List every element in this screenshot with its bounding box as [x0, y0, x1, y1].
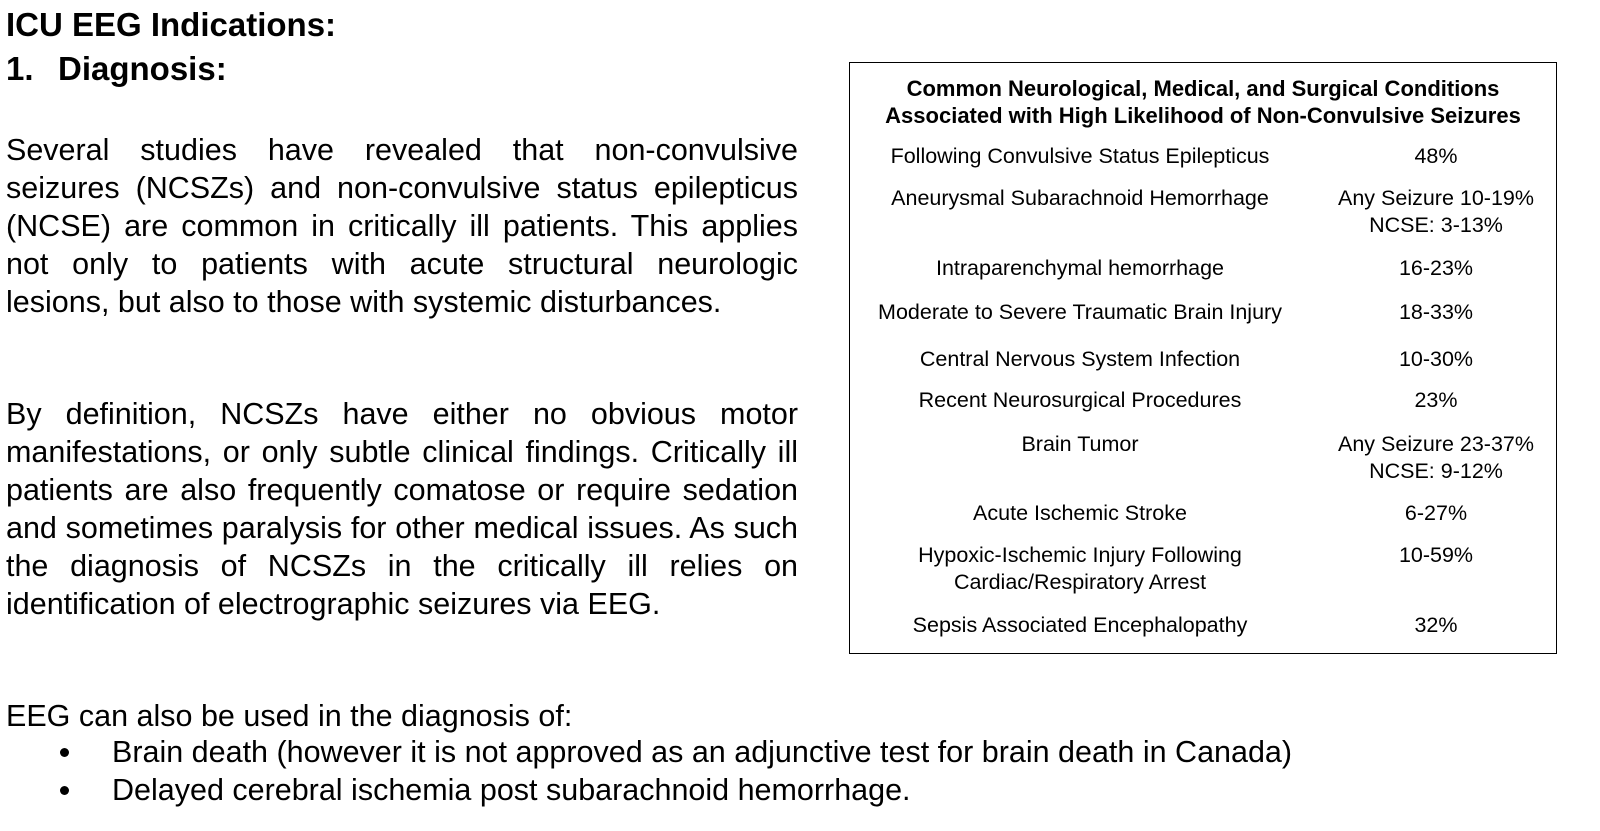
likelihood-text: NCSE: 3-13% — [1369, 213, 1503, 237]
condition-text: Moderate to Severe Traumatic Brain Injury — [878, 300, 1282, 324]
list-item — [56, 771, 1292, 809]
likelihood-text: Any Seizure 23-37% — [1338, 432, 1534, 456]
section-heading — [6, 48, 227, 90]
paragraph-other-uses: EEG can also be used in the diagnosis of: — [6, 699, 573, 733]
condition-cell — [850, 500, 1310, 527]
other-uses-list — [56, 733, 1292, 809]
paragraph-ncsz-definition: By definition, NCSZs have either no obvious motor manifestations, or only subtle clinical findings. Critically ill patients are also frequently comatose or require sedation and sometimes paralysis for other medical issues. As such the diagnosis of NCSZs in the critically ill relies on identification of electrographic seizures via EEG. — [6, 397, 798, 621]
likelihood-cell — [1316, 431, 1556, 485]
likelihood-cell — [1316, 255, 1556, 282]
condition-cell — [850, 431, 1310, 458]
section-title: Diagnosis: — [58, 50, 227, 87]
likelihood-cell — [1316, 299, 1556, 326]
likelihood-text: 48% — [1414, 144, 1458, 168]
list-item — [56, 733, 1292, 771]
likelihood-cell — [1316, 185, 1556, 239]
condition-cell — [850, 255, 1310, 282]
likelihood-text: 16-23% — [1398, 256, 1474, 280]
likelihood-cell — [1316, 542, 1556, 569]
table-title — [850, 75, 1556, 129]
condition-cell — [850, 387, 1310, 414]
condition-text: Intraparenchymal hemorrhage — [935, 256, 1224, 280]
condition-text: Central Nervous System Infection — [919, 347, 1241, 371]
condition-text: Cardiac/Respiratory Arrest — [953, 570, 1207, 594]
list-item-text: Delayed cerebral ischemia post subarachnoid hemorrhage. — [112, 773, 911, 807]
condition-cell — [850, 185, 1310, 212]
condition-cell — [850, 143, 1310, 170]
likelihood-cell — [1316, 612, 1556, 639]
bullet-icon — [60, 748, 69, 757]
likelihood-text: Any Seizure 10-19% — [1338, 186, 1534, 210]
condition-cell — [850, 299, 1310, 326]
condition-text: Acute Ischemic Stroke — [973, 501, 1187, 525]
table-title-line: Associated with High Likelihood of Non-Convulsive Seizures — [885, 103, 1521, 128]
conditions-table — [849, 62, 1557, 654]
condition-text: Recent Neurosurgical Procedures — [918, 388, 1242, 412]
likelihood-text: NCSE: 9-12% — [1369, 459, 1503, 483]
likelihood-cell — [1316, 387, 1556, 414]
bullet-icon — [60, 786, 69, 795]
list-item-text: Brain death (however it is not approved as an adjunctive test for brain death in Canada) — [112, 735, 1293, 769]
likelihood-text: 32% — [1414, 613, 1458, 637]
likelihood-text: 10-30% — [1398, 347, 1474, 371]
likelihood-text: 18-33% — [1398, 300, 1474, 324]
condition-text: Sepsis Associated Encephalopathy — [912, 613, 1248, 637]
section-number: 1. — [6, 50, 34, 87]
likelihood-text: 23% — [1414, 388, 1458, 412]
condition-cell — [850, 346, 1310, 373]
paragraph-ncsz-prevalence: Several studies have revealed that non-convulsive seizures (NCSZs) and non-convulsive status epilepticus (NCSE) are common in critically ill patients. This applies not only to patients with acute structural neurologic lesions, but also to those with systemic disturbances. — [6, 133, 798, 319]
likelihood-cell — [1316, 346, 1556, 373]
table-title-line: Common Neurological, Medical, and Surgical Conditions — [906, 76, 1500, 101]
condition-text: Brain Tumor — [1021, 432, 1139, 456]
likelihood-text: 6-27% — [1404, 501, 1468, 525]
likelihood-cell — [1316, 143, 1556, 170]
likelihood-text: 10-59% — [1398, 543, 1474, 567]
condition-cell — [850, 542, 1310, 596]
page-title: ICU EEG Indications: — [6, 6, 337, 43]
condition-text: Aneurysmal Subarachnoid Hemorrhage — [891, 186, 1269, 210]
likelihood-cell — [1316, 500, 1556, 527]
condition-text: Hypoxic-Ischemic Injury Following — [918, 543, 1242, 567]
condition-text: Following Convulsive Status Epilepticus — [890, 144, 1270, 168]
condition-cell — [850, 612, 1310, 639]
